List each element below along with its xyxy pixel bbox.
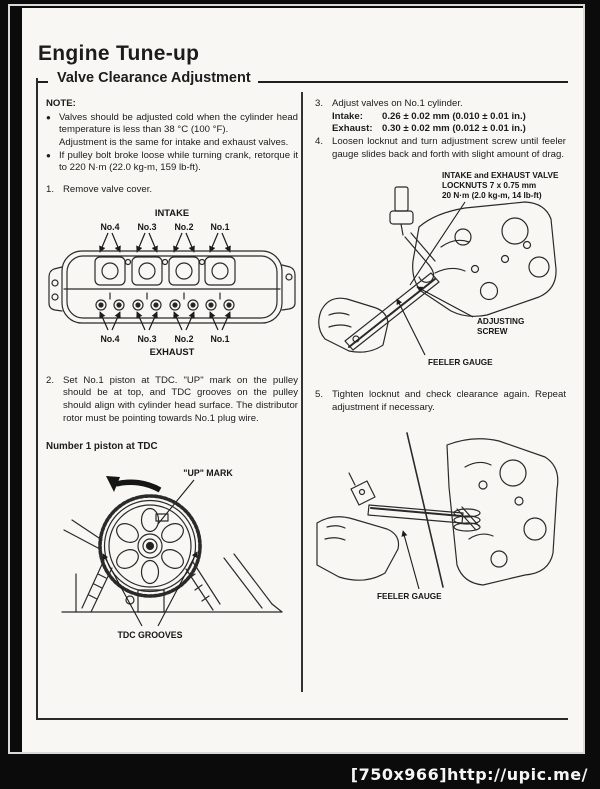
exhaust-arrows — [100, 312, 230, 330]
adjusting-screw-label-line1: ADJUSTING — [477, 317, 525, 327]
cylinder-head-figure — [46, 205, 298, 357]
left-column — [46, 98, 298, 654]
step-2-text: Set No.1 piston at TDC. "UP" mark on the pulley should be at top, and TDC grooves on the pulley should align with cylinder head surface. The distributor rotor must be pointing towards No.1 plug wire. — [63, 374, 298, 424]
note-bullet-2-text: If pulley bolt broke loose while turning crank, retorque it to 220 N·m (22.0 kg-m, 159 lb-ft). — [59, 149, 298, 174]
locknut-label-line3: 20 N·m (2.0 kg-m, 14 lb-ft) — [442, 191, 542, 201]
feeler-gauge-leader-2 — [403, 531, 419, 589]
tdc-figure-caption: Number 1 piston at TDC — [46, 441, 158, 453]
step-2 — [46, 375, 298, 426]
bullet-icon: ● — [46, 150, 51, 160]
intake-no4-label: No.4 — [100, 221, 120, 232]
feeler-check-drawing — [317, 433, 558, 587]
cylinder-head-drawing — [49, 251, 295, 323]
intake-no2-label: No.2 — [174, 221, 194, 232]
note-label: NOTE: — [46, 98, 76, 109]
watermark: [750x966]http://upic.me/ — [350, 765, 588, 784]
feeler-check-figure — [315, 427, 566, 605]
timing-pulley-figure — [46, 462, 298, 654]
adjusting-screw-leader — [417, 287, 473, 317]
pulley-drawing — [62, 496, 282, 612]
intake-no1-label: No.1 — [210, 221, 230, 232]
step-3-number: 3. — [315, 98, 324, 109]
step-4-text: Loosen locknut and turn adjustment screw until feeler gauge slides back and forth with slight amount of drag. — [332, 135, 566, 160]
step-1-number: 1. — [46, 183, 55, 195]
manual-page — [22, 8, 583, 752]
note-bullet-1-text-2: Adjustment is the same for intake and exhaust valves. — [59, 136, 289, 148]
rotation-arrow-icon — [106, 476, 160, 492]
step-4 — [315, 136, 566, 161]
adjusting-drawing — [319, 187, 556, 352]
step-3 — [315, 98, 566, 111]
note-bullet-2 — [46, 150, 298, 175]
bullet-icon: ● — [46, 112, 51, 122]
step-4-number: 4. — [315, 135, 324, 147]
exhaust-spec-label: Exhaust: — [332, 123, 373, 135]
intake-no3-label: No.3 — [137, 221, 157, 232]
locknut-label-line2: LOCKNUTS 7 x 0.75 mm — [442, 181, 537, 191]
exhaust-no4-label: No.4 — [100, 333, 120, 344]
exhaust-no2-label: No.2 — [174, 333, 194, 344]
adjusting-screw-figure — [315, 169, 566, 369]
intake-spec-label: Intake: — [332, 110, 363, 122]
step-1-text: Remove valve cover. — [63, 183, 153, 195]
right-column — [315, 98, 566, 605]
step-2-number: 2. — [46, 374, 55, 386]
locknut-label-line1: INTAKE and EXHAUST VALVE — [442, 171, 559, 181]
page-title: Engine Tune-up — [38, 42, 200, 65]
note-block — [46, 98, 298, 175]
feeler-gauge-label: FEELER GAUGE — [428, 358, 493, 368]
column-divider — [301, 92, 303, 692]
section-title: Valve Clearance Adjustment — [57, 70, 251, 86]
feeler-gauge-leader — [397, 299, 425, 355]
intake-arrows — [100, 233, 230, 252]
locknut-leader — [410, 202, 465, 285]
intake-spec-row — [332, 111, 566, 124]
exhaust-spec-value: 0.30 ± 0.02 mm (0.012 ± 0.01 in.) — [382, 123, 526, 135]
adjusting-screw-label-line2: SCREW — [477, 327, 508, 337]
tdc-groove-leader-left — [103, 554, 142, 626]
exhaust-no1-label: No.1 — [210, 333, 230, 344]
intake-label: INTAKE — [154, 206, 190, 218]
intake-spec-value: 0.26 ± 0.02 mm (0.010 ± 0.01 in.) — [382, 110, 526, 122]
exhaust-spec-row — [332, 123, 566, 136]
note-bullet-1-text: Valves should be adjusted cold when the cylinder head temperature is less than 38 °C (100 °F). — [59, 111, 298, 136]
step-5-text: Tighten locknut and check clearance again. Repeat adjustment if necessary. — [332, 389, 566, 413]
step-1 — [46, 184, 298, 197]
step-5-number: 5. — [315, 389, 324, 401]
exhaust-no3-label: No.3 — [137, 333, 157, 344]
step-3-text: Adjust valves on No.1 cylinder. — [332, 98, 463, 109]
step-5 — [315, 389, 566, 414]
up-mark-label: "UP" MARK — [183, 468, 233, 479]
feeler-gauge-label-2: FEELER GAUGE — [377, 591, 442, 601]
exhaust-label: EXHAUST — [149, 345, 195, 357]
tdc-grooves-label: TDC GROOVES — [117, 630, 183, 641]
note-bullet-1 — [46, 112, 298, 150]
